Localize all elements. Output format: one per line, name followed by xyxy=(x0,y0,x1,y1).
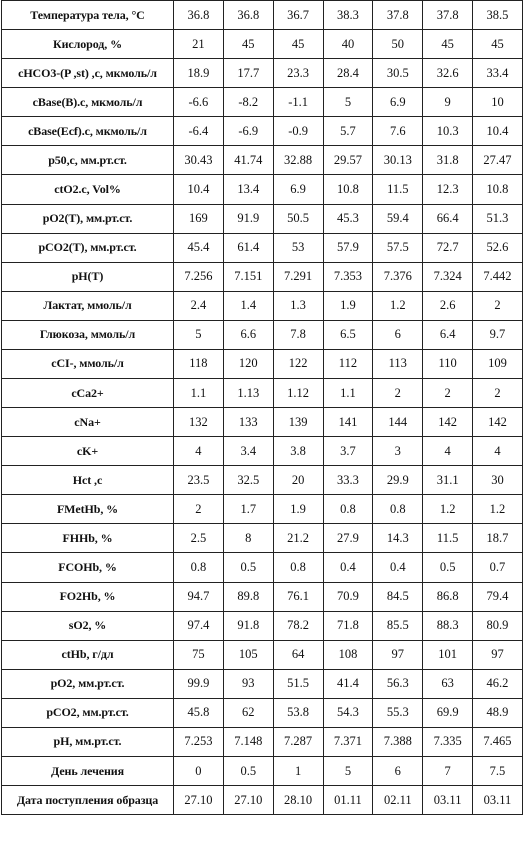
table-cell: 4 xyxy=(473,437,523,466)
row-label: pCO2, мм.рт.ст. xyxy=(2,698,174,727)
table-cell: 141 xyxy=(323,408,373,437)
table-cell: 30.5 xyxy=(373,59,423,88)
table-cell: 9.7 xyxy=(473,320,523,349)
table-row xyxy=(2,437,523,466)
table-row xyxy=(2,524,523,553)
table-cell: -8.2 xyxy=(223,88,273,117)
table-cell: 7.151 xyxy=(223,262,273,291)
table-cell: 97.4 xyxy=(174,611,224,640)
row-label: FCOHb, % xyxy=(2,553,174,582)
table-cell: 7.465 xyxy=(473,727,523,756)
row-label: ctO2.c, Vol% xyxy=(2,175,174,204)
table-cell: 51.5 xyxy=(273,669,323,698)
table-row xyxy=(2,59,523,88)
table-cell: 1.9 xyxy=(273,495,323,524)
table-cell: 105 xyxy=(223,640,273,669)
table-cell: 1.7 xyxy=(223,495,273,524)
table-cell: 2 xyxy=(373,379,423,408)
table-cell: 94.7 xyxy=(174,582,224,611)
table-cell: 1.1 xyxy=(323,379,373,408)
row-label: ctHb, г/дл xyxy=(2,640,174,669)
table-cell: 79.4 xyxy=(473,582,523,611)
table-cell: 57.5 xyxy=(373,233,423,262)
table-cell: 118 xyxy=(174,349,224,378)
table-row xyxy=(2,291,523,320)
table-cell: 23.3 xyxy=(273,59,323,88)
table-cell: 12.3 xyxy=(423,175,473,204)
table-cell: 7.148 xyxy=(223,727,273,756)
row-label: FMetHb, % xyxy=(2,495,174,524)
row-label: pH, мм.рт.ст. xyxy=(2,727,174,756)
table-cell: 6.6 xyxy=(223,320,273,349)
table-cell: 122 xyxy=(273,349,323,378)
table-row xyxy=(2,1,523,30)
table-cell: 21 xyxy=(174,30,224,59)
table-cell: -0.9 xyxy=(273,117,323,146)
table-cell: 97 xyxy=(473,640,523,669)
table-cell: 33.4 xyxy=(473,59,523,88)
row-label: cHCO3-(P ,st) ,c, мкмоль/л xyxy=(2,59,174,88)
table-cell: 21.2 xyxy=(273,524,323,553)
table-cell: 41.4 xyxy=(323,669,373,698)
table-cell: 31.8 xyxy=(423,146,473,175)
table-cell: 0.8 xyxy=(373,495,423,524)
table-cell: 85.5 xyxy=(373,611,423,640)
table-cell: 03.11 xyxy=(473,786,523,815)
table-cell: 20 xyxy=(273,466,323,495)
table-cell: 7.324 xyxy=(423,262,473,291)
table-cell: 59.4 xyxy=(373,204,423,233)
table-cell: 69.9 xyxy=(423,698,473,727)
table-cell: 99.9 xyxy=(174,669,224,698)
lab-results-body xyxy=(2,1,523,815)
table-cell: 48.9 xyxy=(473,698,523,727)
table-row xyxy=(2,262,523,291)
table-cell: 54.3 xyxy=(323,698,373,727)
table-cell: 37.8 xyxy=(423,1,473,30)
table-cell: 101 xyxy=(423,640,473,669)
table-cell: 10.3 xyxy=(423,117,473,146)
table-cell: 36.8 xyxy=(174,1,224,30)
table-cell: 142 xyxy=(423,408,473,437)
table-cell: 0.7 xyxy=(473,553,523,582)
table-cell: 1.2 xyxy=(423,495,473,524)
table-cell: 5 xyxy=(323,88,373,117)
table-cell: 31.1 xyxy=(423,466,473,495)
row-label: cK+ xyxy=(2,437,174,466)
table-cell: 50 xyxy=(373,30,423,59)
table-cell: 139 xyxy=(273,408,323,437)
row-label: Температура тела, °С xyxy=(2,1,174,30)
table-cell: 2 xyxy=(174,495,224,524)
table-row xyxy=(2,349,523,378)
row-label: cCa2+ xyxy=(2,379,174,408)
table-row xyxy=(2,408,523,437)
table-row xyxy=(2,117,523,146)
table-cell: 5.7 xyxy=(323,117,373,146)
row-label: pO2(T), мм.рт.ст. xyxy=(2,204,174,233)
table-cell: 80.9 xyxy=(473,611,523,640)
table-cell: 91.8 xyxy=(223,611,273,640)
table-cell: 7.376 xyxy=(373,262,423,291)
table-cell: 7.335 xyxy=(423,727,473,756)
table-cell: 11.5 xyxy=(373,175,423,204)
table-cell: 7.371 xyxy=(323,727,373,756)
table-row xyxy=(2,640,523,669)
table-cell: 38.5 xyxy=(473,1,523,30)
table-row xyxy=(2,727,523,756)
table-cell: 03.11 xyxy=(423,786,473,815)
table-cell: 63 xyxy=(423,669,473,698)
table-cell: 1.13 xyxy=(223,379,273,408)
table-cell: 01.11 xyxy=(323,786,373,815)
row-label: Дата поступления образца xyxy=(2,786,174,815)
table-row xyxy=(2,233,523,262)
table-cell: 36.8 xyxy=(223,1,273,30)
table-cell: 97 xyxy=(373,640,423,669)
table-cell: 3.4 xyxy=(223,437,273,466)
table-row xyxy=(2,30,523,59)
table-row xyxy=(2,553,523,582)
table-row xyxy=(2,757,523,786)
table-cell: 28.4 xyxy=(323,59,373,88)
table-cell: 27.10 xyxy=(223,786,273,815)
table-cell: 132 xyxy=(174,408,224,437)
row-label: Лактат, ммоль/л xyxy=(2,291,174,320)
table-cell: 7 xyxy=(423,757,473,786)
table-cell: 2 xyxy=(423,379,473,408)
table-cell: 9 xyxy=(423,88,473,117)
table-cell: 71.8 xyxy=(323,611,373,640)
table-cell: 38.3 xyxy=(323,1,373,30)
table-cell: 62 xyxy=(223,698,273,727)
table-cell: 45 xyxy=(423,30,473,59)
table-cell: 32.5 xyxy=(223,466,273,495)
table-cell: 3 xyxy=(373,437,423,466)
table-row xyxy=(2,495,523,524)
table-cell: 23.5 xyxy=(174,466,224,495)
table-cell: 10.8 xyxy=(323,175,373,204)
table-cell: 11.5 xyxy=(423,524,473,553)
table-cell: 3.8 xyxy=(273,437,323,466)
table-cell: 0.5 xyxy=(223,553,273,582)
table-cell: 5 xyxy=(174,320,224,349)
table-row xyxy=(2,786,523,815)
table-cell: 0.5 xyxy=(223,757,273,786)
table-row xyxy=(2,669,523,698)
table-cell: 56.3 xyxy=(373,669,423,698)
table-cell: 84.5 xyxy=(373,582,423,611)
table-cell: 45 xyxy=(473,30,523,59)
table-row xyxy=(2,611,523,640)
table-cell: 1.2 xyxy=(373,291,423,320)
row-label: pO2, мм.рт.ст. xyxy=(2,669,174,698)
table-cell: 45 xyxy=(223,30,273,59)
table-cell: 14.3 xyxy=(373,524,423,553)
table-cell: 0.5 xyxy=(423,553,473,582)
table-cell: 8 xyxy=(223,524,273,553)
table-cell: 7.353 xyxy=(323,262,373,291)
table-cell: 89.8 xyxy=(223,582,273,611)
table-cell: 2.5 xyxy=(174,524,224,553)
table-row xyxy=(2,175,523,204)
table-cell: 37.8 xyxy=(373,1,423,30)
table-cell: 3.7 xyxy=(323,437,373,466)
table-cell: 10.4 xyxy=(174,175,224,204)
table-cell: 7.388 xyxy=(373,727,423,756)
table-cell: 120 xyxy=(223,349,273,378)
table-cell: 0 xyxy=(174,757,224,786)
row-label: cBase(B).c, мкмоль/л xyxy=(2,88,174,117)
table-cell: 51.3 xyxy=(473,204,523,233)
table-cell: 72.7 xyxy=(423,233,473,262)
row-label: FHHb, % xyxy=(2,524,174,553)
table-cell: 108 xyxy=(323,640,373,669)
table-cell: 0.8 xyxy=(273,553,323,582)
table-cell: 52.6 xyxy=(473,233,523,262)
table-cell: 75 xyxy=(174,640,224,669)
table-cell: 1.1 xyxy=(174,379,224,408)
table-cell: 61.4 xyxy=(223,233,273,262)
table-cell: 6.5 xyxy=(323,320,373,349)
row-label: cBase(Ecf).c, мкмоль/л xyxy=(2,117,174,146)
row-label: sO2, % xyxy=(2,611,174,640)
table-cell: 27.9 xyxy=(323,524,373,553)
table-cell: 2.6 xyxy=(423,291,473,320)
row-label: p50,c, мм.рт.ст. xyxy=(2,146,174,175)
table-cell: -1.1 xyxy=(273,88,323,117)
row-label: Hct ,c xyxy=(2,466,174,495)
table-row xyxy=(2,204,523,233)
table-cell: 2 xyxy=(473,379,523,408)
table-cell: 30.13 xyxy=(373,146,423,175)
table-cell: 18.7 xyxy=(473,524,523,553)
table-cell: 70.9 xyxy=(323,582,373,611)
table-cell: 7.287 xyxy=(273,727,323,756)
table-row xyxy=(2,146,523,175)
table-cell: 10.4 xyxy=(473,117,523,146)
table-cell: 45.8 xyxy=(174,698,224,727)
table-cell: 64 xyxy=(273,640,323,669)
table-cell: 2 xyxy=(473,291,523,320)
table-cell: 45.3 xyxy=(323,204,373,233)
table-cell: 109 xyxy=(473,349,523,378)
table-cell: 29.9 xyxy=(373,466,423,495)
table-cell: 112 xyxy=(323,349,373,378)
table-cell: 10.8 xyxy=(473,175,523,204)
table-row xyxy=(2,582,523,611)
table-cell: 142 xyxy=(473,408,523,437)
table-cell: 1.4 xyxy=(223,291,273,320)
table-cell: 6.9 xyxy=(373,88,423,117)
row-label: FO2Hb, % xyxy=(2,582,174,611)
lab-results-table xyxy=(1,0,523,815)
table-cell: 7.291 xyxy=(273,262,323,291)
table-cell: 28.10 xyxy=(273,786,323,815)
table-cell: 27.10 xyxy=(174,786,224,815)
table-row xyxy=(2,88,523,117)
table-cell: 6.4 xyxy=(423,320,473,349)
table-cell: 40 xyxy=(323,30,373,59)
table-cell: 0.4 xyxy=(373,553,423,582)
table-cell: 1.9 xyxy=(323,291,373,320)
table-cell: 36.7 xyxy=(273,1,323,30)
table-cell: 41.74 xyxy=(223,146,273,175)
table-cell: 1.3 xyxy=(273,291,323,320)
table-cell: 55.3 xyxy=(373,698,423,727)
table-cell: 66.4 xyxy=(423,204,473,233)
table-cell: 32.6 xyxy=(423,59,473,88)
table-cell: 113 xyxy=(373,349,423,378)
table-cell: 10 xyxy=(473,88,523,117)
table-cell: 5 xyxy=(323,757,373,786)
row-label: pCO2(T), мм.рт.ст. xyxy=(2,233,174,262)
table-cell: 18.9 xyxy=(174,59,224,88)
table-cell: 2.4 xyxy=(174,291,224,320)
table-cell: 1 xyxy=(273,757,323,786)
table-cell: 17.7 xyxy=(223,59,273,88)
table-cell: 6 xyxy=(373,320,423,349)
row-label: Глюкоза, ммоль/л xyxy=(2,320,174,349)
table-row xyxy=(2,320,523,349)
table-cell: 13.4 xyxy=(223,175,273,204)
table-row xyxy=(2,698,523,727)
table-row xyxy=(2,379,523,408)
table-cell: 7.8 xyxy=(273,320,323,349)
table-cell: 30 xyxy=(473,466,523,495)
table-cell: 32.88 xyxy=(273,146,323,175)
table-cell: 91.9 xyxy=(223,204,273,233)
table-cell: 144 xyxy=(373,408,423,437)
table-cell: 0.8 xyxy=(174,553,224,582)
table-cell: 78.2 xyxy=(273,611,323,640)
table-cell: 0.4 xyxy=(323,553,373,582)
table-cell: 45 xyxy=(273,30,323,59)
table-cell: 30.43 xyxy=(174,146,224,175)
table-cell: 53.8 xyxy=(273,698,323,727)
table-cell: 1.12 xyxy=(273,379,323,408)
table-cell: 110 xyxy=(423,349,473,378)
table-cell: 1.2 xyxy=(473,495,523,524)
table-cell: 6 xyxy=(373,757,423,786)
table-cell: -6.9 xyxy=(223,117,273,146)
table-cell: 53 xyxy=(273,233,323,262)
row-label: pH(T) xyxy=(2,262,174,291)
row-label: День лечения xyxy=(2,757,174,786)
table-cell: 46.2 xyxy=(473,669,523,698)
table-cell: 7.6 xyxy=(373,117,423,146)
table-cell: 133 xyxy=(223,408,273,437)
table-cell: 0.8 xyxy=(323,495,373,524)
table-cell: 45.4 xyxy=(174,233,224,262)
table-cell: 57.9 xyxy=(323,233,373,262)
table-cell: -6.4 xyxy=(174,117,224,146)
table-cell: -6.6 xyxy=(174,88,224,117)
table-cell: 4 xyxy=(174,437,224,466)
table-cell: 50.5 xyxy=(273,204,323,233)
table-cell: 33.3 xyxy=(323,466,373,495)
row-label: cCI-, ммоль/л xyxy=(2,349,174,378)
table-cell: 4 xyxy=(423,437,473,466)
table-cell: 7.256 xyxy=(174,262,224,291)
table-cell: 29.57 xyxy=(323,146,373,175)
table-row xyxy=(2,466,523,495)
table-cell: 76.1 xyxy=(273,582,323,611)
table-cell: 93 xyxy=(223,669,273,698)
table-cell: 02.11 xyxy=(373,786,423,815)
row-label: Кислород, % xyxy=(2,30,174,59)
table-cell: 7.5 xyxy=(473,757,523,786)
table-cell: 88.3 xyxy=(423,611,473,640)
row-label: cNa+ xyxy=(2,408,174,437)
table-cell: 7.253 xyxy=(174,727,224,756)
table-cell: 27.47 xyxy=(473,146,523,175)
table-cell: 169 xyxy=(174,204,224,233)
table-cell: 86.8 xyxy=(423,582,473,611)
table-cell: 7.442 xyxy=(473,262,523,291)
table-cell: 6.9 xyxy=(273,175,323,204)
